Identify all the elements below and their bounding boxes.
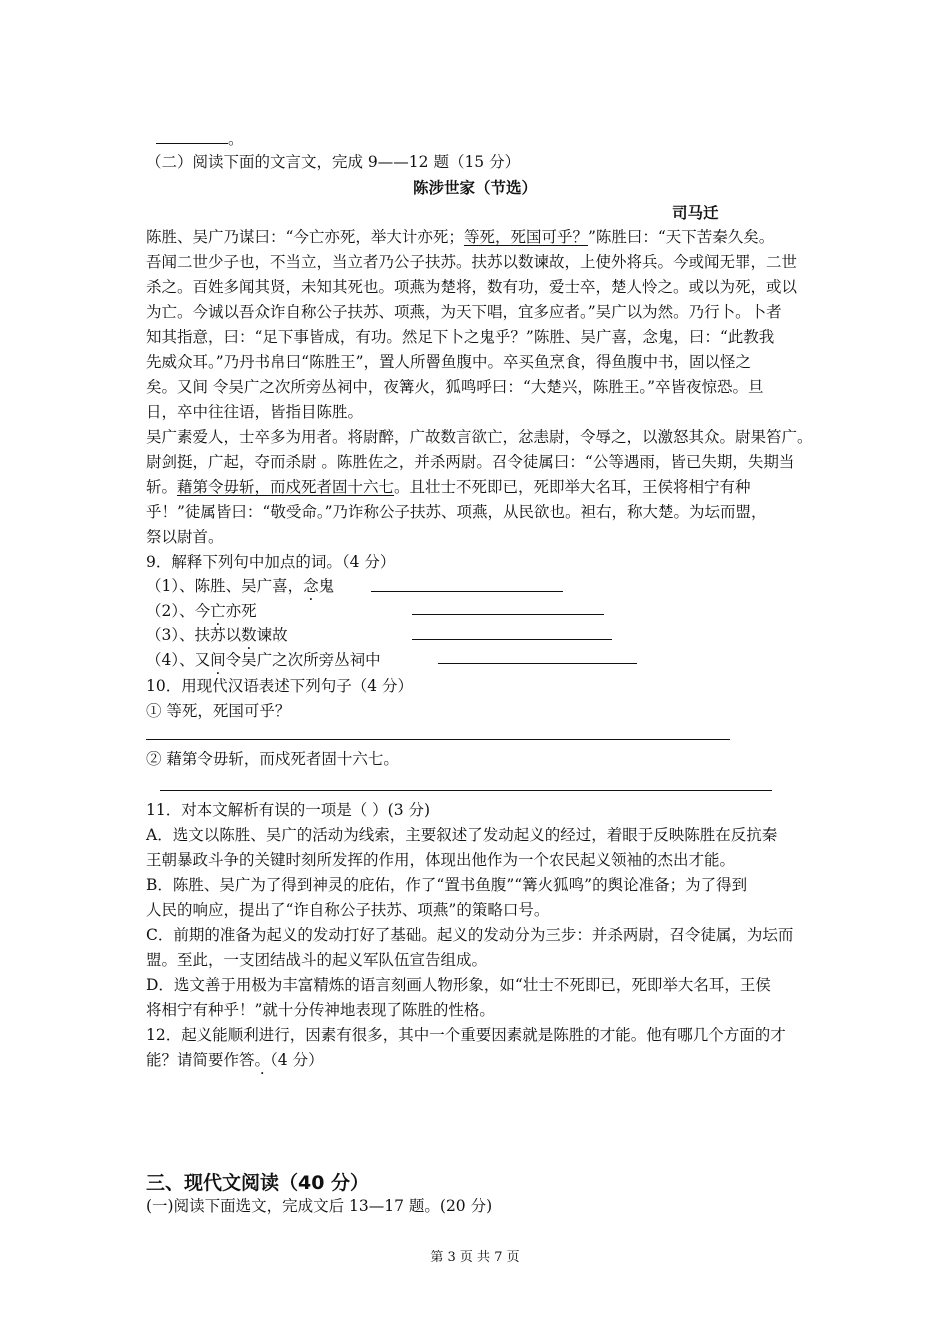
passage-title: 陈涉世家（节选）	[412, 178, 537, 197]
q10-sentence-1: ① 等死，死国可乎？	[146, 702, 291, 720]
q11-option-line: D．选文善于用极为丰富精炼的语言刻画人物形象，如“壮士不死即已，死即举大名耳，王侯	[146, 976, 771, 994]
passage-text: 陈胜、吴广乃谋曰：“今亡亦死，举大计亦死；	[146, 228, 464, 246]
q11-option-line: B．陈胜、吴广为了得到神灵的庇佑，作了“置书鱼腹”“篝火狐鸣”的舆论准备；为了得到	[146, 876, 748, 894]
q11-option-line: A．选文以陈胜、吴广的活动为线索，主要叙述了发动起义的经过，着眼于反映陈胜在反抗秦	[146, 826, 778, 844]
answer-blank[interactable]	[156, 129, 228, 144]
q11-option-line: 王朝暴政斗争的关键时刻所发挥的作用，体现出他作为一个农民起义领袖的杰出才能。	[146, 851, 736, 869]
q9-item-3	[146, 624, 288, 646]
passage-line: 为亡。今诚以吾众诈自称公子扶苏、项燕，为天下唱，宜多应者。”吴广以为然。乃行卜。卜者	[146, 303, 782, 321]
passage-text: ”陈胜曰：“天下苦秦久矣。	[587, 228, 775, 246]
q10-answer-line-2[interactable]	[160, 790, 772, 791]
top-answer-end: 。	[228, 130, 244, 148]
passage-text: 。且壮士不死即已，死即举大名耳，王侯将相宁有种	[394, 478, 751, 496]
top-answer-blank-line	[156, 128, 244, 150]
q9-item-text: （3）、扶苏以	[146, 626, 242, 644]
q9-item-1	[146, 575, 334, 597]
q9-answer-line-4[interactable]	[438, 663, 637, 664]
q9-item-text: 令吴广之次所旁丛祠中	[225, 651, 381, 669]
q9-item-text: （4）、又	[146, 651, 211, 669]
passage-line: 祭以尉首。	[146, 528, 224, 546]
q11-stem: 11．对本文解析有误的一项是（ ）(3 分)	[146, 801, 431, 819]
q11-option-line: 盟。至此，一支团结战斗的起义军队伍宣告组成。	[146, 951, 488, 969]
q9-item-text: （1）、陈胜、吴广喜，	[146, 577, 304, 595]
passage-line: 乎！”徒属皆曰：“敬受命。”乃诈称公子扶苏、项燕，从民欲也。袒右，称大楚。为坛而盟，	[146, 503, 767, 521]
passage-line: 矣。又间 令吴广之次所旁丛祠中，夜篝火，狐鸣呼曰：“大楚兴，陈胜王。”卒皆夜惊恐。旦	[146, 378, 764, 396]
passage-line: 杀之。百姓多闻其贤，未知其死也。项燕为楚将，数有功，爱士卒，楚人怜之。或以为死，或以	[146, 278, 798, 296]
q11-option-line: C．前期的准备为起义的发动打好了基础。起义的发动分为三步：并杀两尉，召令徒属，为坛而	[146, 926, 794, 944]
q10-stem: 10．用现代汉语表述下列句子（4 分）	[146, 677, 414, 695]
part2-header: （二）阅读下面的文言文，完成 9——12 题（15 分）	[146, 153, 521, 171]
passage-line: 知其指意，曰：“足下事皆成，有功。然足下卜之鬼乎？”陈胜、吴广喜，念鬼，曰：“此教我	[146, 328, 775, 346]
q11-option-line: 将相宁有种乎！”就十分传神地表现了陈胜的性格。	[146, 1001, 495, 1019]
q9-item-text: （2）、今	[146, 602, 211, 620]
passage-line: 先威众耳。”乃丹书帛曰“陈胜王”，置人所罾鱼腹中。卒买鱼烹食，得鱼腹中书，固以怪之	[146, 353, 752, 371]
q9-answer-line-3[interactable]	[412, 639, 612, 640]
passage-line	[146, 476, 751, 498]
q9-answer-line-1[interactable]	[371, 591, 563, 592]
q9-item-text: 亦死	[225, 602, 257, 620]
q12-text: 能？请简要作答	[146, 1051, 255, 1069]
dotted-mark: 。 ·	[255, 1051, 271, 1069]
dotted-word: 间	[210, 651, 226, 669]
q9-item-4	[146, 649, 381, 671]
dotted-word: 亡	[210, 602, 226, 620]
dotted-word: 念	[303, 577, 319, 595]
q9-answer-line-2[interactable]	[412, 614, 604, 615]
passage-line: 吾闻二世少子也，不当立，当立者乃公子扶苏。扶苏以数谏故，上使外将兵。今或闻无罪，二世	[146, 253, 798, 271]
q12-line-2	[146, 1049, 324, 1071]
q9-item-text: 鬼	[318, 577, 335, 595]
q9-stem: 9．解释下列句中加点的词。（4 分）	[146, 553, 396, 571]
passage-line: 日，卒中往往语，皆指目陈胜。	[146, 403, 364, 421]
page-footer: 第 3 页 共 7 页	[430, 1250, 520, 1265]
q12-line-1: 12．起义能顺利进行，因素有很多，其中一个重要因素就是陈胜的才能。他有哪几个方面的才	[146, 1026, 786, 1044]
section-3-subheading: (一)阅读下面选文，完成文后 13—17 题。(20 分)	[146, 1197, 493, 1215]
q10-sentence-2: ② 藉第令毋斩，而戍死者固十六七。	[146, 750, 399, 768]
q12-text: （4 分）	[270, 1051, 324, 1069]
q10-answer-line-1[interactable]	[146, 739, 730, 740]
passage-author: 司马迁	[672, 203, 719, 222]
q11-option-line: 人民的响应，提出了“诈自称公子扶苏、项燕”的策略口号。	[146, 901, 550, 919]
underlined-sentence: 藉第令毋斩，而戍死者固十六七	[177, 478, 395, 496]
q9-item-text: 谏故	[256, 626, 288, 644]
passage-line: 尉剑挺，广起，夺而杀尉 。陈胜佐之，并杀两尉。召令徒属曰：“公等遇雨，皆已失期，失期当	[146, 453, 795, 471]
q9-item-2	[146, 600, 257, 622]
underlined-sentence: 等死，死国可乎？	[463, 228, 588, 246]
passage-line: 吴广素爱人，士卒多为用者。将尉醉，广故数言欲亡，忿恚尉，令辱之，以激怒其众。尉果笞广。	[146, 428, 813, 446]
dotted-word: 数	[241, 626, 257, 644]
passage-line	[146, 226, 774, 248]
section-3-heading: 三、现代文阅读（40 分）	[146, 1172, 370, 1194]
passage-text: 斩。	[146, 478, 178, 496]
